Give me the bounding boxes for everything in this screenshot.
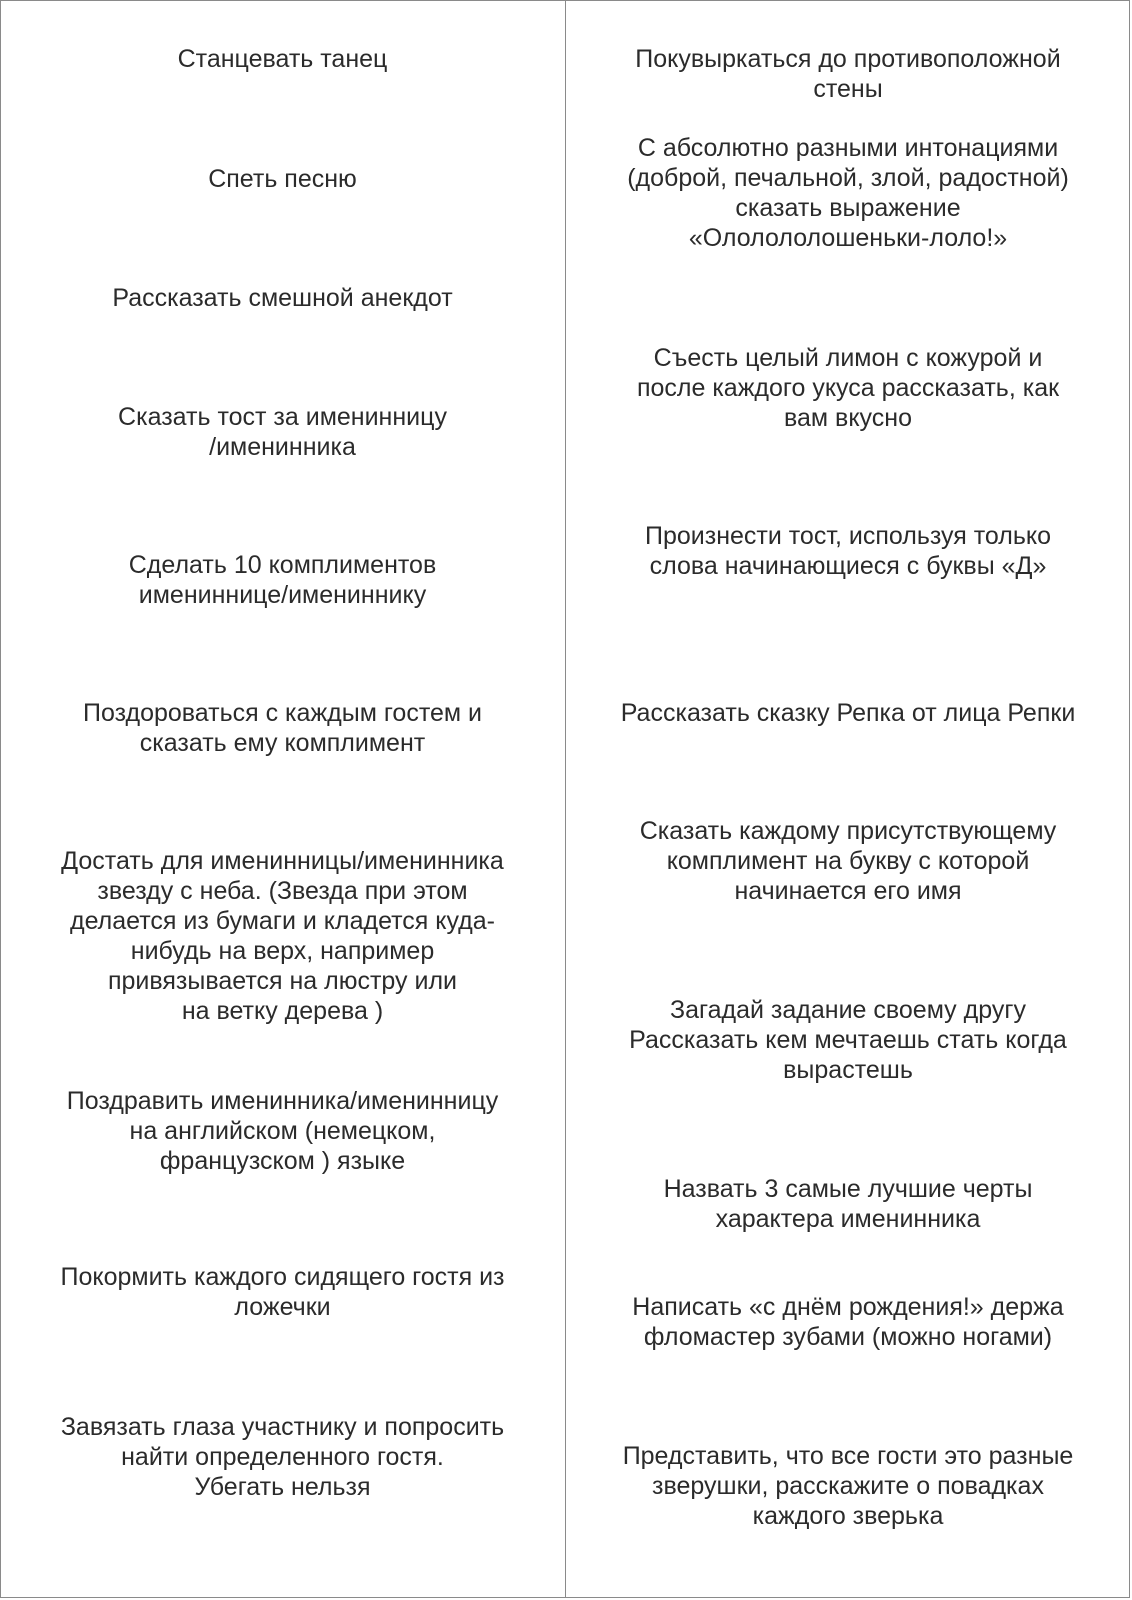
task-card: Съесть целый лимон с кожурой и после каждого укуса рассказать, как вам вкусно xyxy=(636,344,1060,432)
task-card: Станцевать танец xyxy=(177,45,388,73)
task-card: Рассказать смешной анекдот xyxy=(112,284,453,312)
task-card: Покувыркаться до противоположной стены xyxy=(635,45,1061,103)
task-card: Сказать каждому присутствующему комплимент на букву с которой начинается его имя xyxy=(639,817,1057,905)
task-card: Рассказать сказку Репка от лица Репки xyxy=(620,699,1076,727)
task-card: Поздравить именинника/именинницу на английском (немецком, французском ) языке xyxy=(66,1087,499,1175)
task-card: Произнести тост, используя только слова начинающиеся с буквы «Д» xyxy=(644,522,1052,580)
task-card: Сказать тост за именинницу /именинника xyxy=(118,403,447,461)
task-card: Спеть песню xyxy=(208,165,357,193)
task-card: Достать для именинницы/именинника звезду с неба. (Звезда при этом делается из бумаги и кладется куда- нибудь на верх, например привязывается на люстру или на ветку дерева ) xyxy=(61,847,504,1025)
task-card: Назвать 3 самые лучшие черты характера именинника xyxy=(663,1175,1033,1233)
task-card: Покормить каждого сидящего гостя из ложечки xyxy=(60,1263,505,1321)
task-card: Загадай задание своему другу Рассказать кем мечтаешь стать когда вырастешь xyxy=(629,996,1067,1084)
left-column xyxy=(0,0,565,1598)
right-column xyxy=(566,0,1130,1598)
task-card: Поздороваться с каждым гостем и сказать ему комплимент xyxy=(82,699,482,757)
task-card: Завязать глаза участнику и попросить найти определенного гостя. Убегать нельзя xyxy=(60,1413,505,1501)
task-card: Сделать 10 комплиментов имениннице/имениннику xyxy=(128,551,437,609)
task-card: С абсолютно разными интонациями (доброй, печальной, злой, радостной) сказать выражение «Ололололошеньки-лоло!» xyxy=(627,134,1069,252)
task-card: Представить, что все гости это разные зверушки, расскажите о повадках каждого зверька xyxy=(622,1442,1074,1530)
task-card: Написать «с днём рождения!» держа фломастер зубами (можно ногами) xyxy=(632,1293,1064,1351)
